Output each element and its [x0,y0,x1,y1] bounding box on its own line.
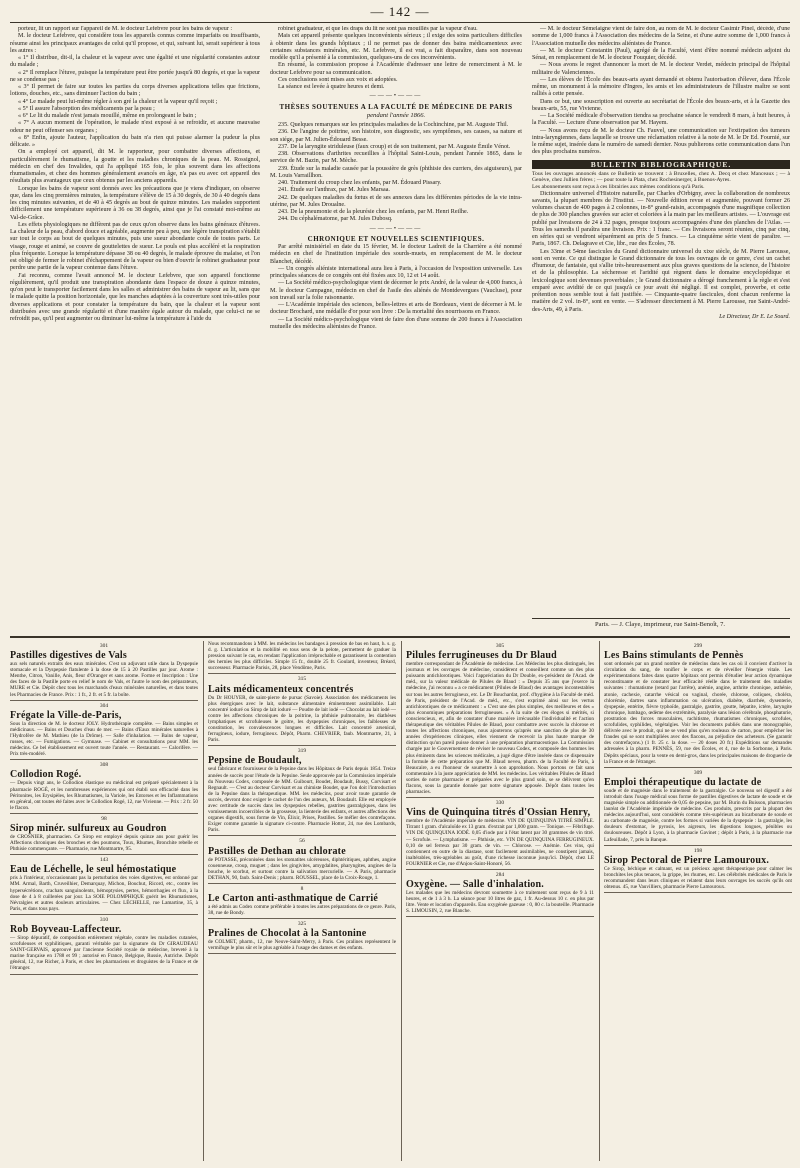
theses-list [270,122,522,224]
paragraph: — Un congrès aliéniste international aura lieu à Paris, à l'occasion de l'exposition universelle. Les principales séances de ce congrès ont été fixées aux 10, 12 et 14 août. [270,265,522,279]
paragraph: porteur, lit un rapport sur l'appareil de M. le docteur Lefebvre pour les bains de vapeur : [18,26,233,32]
theses-subtitle: pendant l'année 1866. [366,111,426,119]
paragraph: — Nous avons reçu de M. le docteur Ch. Fauvel, une communication sur l'extirpation des tumeurs intra-laryngiennes, dans laquelle se trouve une réclamation relative à la note de M. le Dr Ed. Fournié, sur le même sujet, insérée dans le numéro de samedi dernier. Nous publierons cette communication dans l'un des plus prochains numéros. [532,127,790,156]
ad-divider [10,914,198,915]
ad-title: Eau de Léchelle, le seul hémostatique [10,864,177,876]
ads-column-separator [401,641,402,1161]
paragraph: — La Société médico-psychologique vient de faire don d'une somme de 200 francs à l'Association mutuelle des médecins aliénistes de France. [270,316,522,330]
advertisement [208,893,396,916]
advertisement [10,710,198,758]
ad-number: 98 [101,815,107,822]
ad-divider [10,759,198,760]
ad-title: Emploi thérapeutique du lactate de [604,776,762,788]
advertisement [208,928,396,951]
paragraph: 239. Étude sur la maladie causée par la poussière de grès (phthisie des curriers, des aiguiseurs), par M. Louis Varraillhon. [270,165,522,179]
paragraph: Dictionnaire universel d'Histoire naturelle, par Charles d'Orbigny, avec la collaboration de nombreux savants, la plupart membres de l'Institut. — Nouvelle édition revue et augmentée, pouvant former 26 volumes chacun de 400 pages à 2 colonnes, in-8° grand-raisin, accompagnés d'une magnifique collection de plus de 300 planches gravées sur acier et coloriées à la main par les meilleurs artistes. — L'ouvrage est publié par livraisons de 24 à 32 pages, presque toujours accompagnées d'une des planches de l'Atlas. — Tous les samedis il paraîtra une livraison. Prix : 1 franc. — Ces livraisons seront réunies, cinq par cinq, en séries qui se vendront séparément au prix de 5 francs. — La cinquième série vient de paraître. — Paris, 1867. Ch. Delagrave et Cie, libr., rue des Écoles, 78. [532,190,790,248]
paragraph: 242. De quelques maladies du fœtus et de ses annexes dans les différentes périodes de la vie intra-utérine, par M. Jules Droualne. [270,194,522,208]
paragraph: « 3° Il permet de faire sur toutes les parties du corps diverses applications telles que frictions, lotions, douches, etc., sans diminuer l'action du bain ; [10,84,260,98]
paragraph: On a employé cet appareil, dit M. le rapporteur, pour combattre diverses affections, et particulièrement le rhumatisme, la goutte et les maladies chroniques de la peau. M. Rossignol, médecin en chef des Invalides, qui l'a appliqué 165 fois, le plus souvent dans les affections rhumatismales, et chez des hommes généralement avancés en âge, n'a pas eu avec cet appareil des résultats plus avantageux que ceux obtenus par les anciens appareils. [10,149,260,185]
paragraph: J'ai reconnu, comme l'avait annoncé M. le docteur Lefebvre, que son appareil fonctionne régulièrement, qu'il produit une transpiration abondante dans l'espace de douze à quinze minutes, qu'on peut le transporter facilement dans les salles et administrer des bains de vapeur au lit, sans que le malade quitte la position horizontale, que les manches adaptées à la couverture sont très-utiles pour diverses applications et pour constater la température du bain, que la chaleur et la vapeur sont distribuées avec une grande régularité et d'une manière égale autour du malade, que celui-ci ne se refroidit pas, qu'il peut augmenter ou diminuer lui-même la température à l'aide du [10,272,260,322]
ad-divider [208,918,396,919]
paragraph: Mais cet appareil présente quelques inconvénients sérieux ; il exige des soins particuliers difficiles à obtenir dans les grands hôpitaux ; il ne permet pas de donner des bains médicamenteux avec certaines substances minérales, etc. M. Lefebvre, il est vrai, a fait disparaître, dans son nouveau modèle qu'il a présenté à la commission, quelques-uns de ces inconvénients. [270,33,522,61]
advertisement [10,823,198,852]
paragraph: Les effets physiologiques ne diffèrent pas de ceux qu'on observe dans les bains généraux d'étuves. La chaleur de la peau, d'abord douce et agréable, augmente peu à peu, une légère transpiration s'établit sur tout le corps au bout de quelques minutes, puis une sueur abondante coule de toutes parts. Le visage, rouge et animé, se couvre de gouttelettes de sueur. Le pouls est plus accéléré et la respiration plus fréquente. Lorsque la température dépasse 38 ou 40 degrés, le malade éprouve du malaise, et l'on est obligé de fermer le robinet d'échappement de la vapeur ou bien d'ouvrir le robinet graduateur pour perdre une partie de la vapeur contenue dans l'étuve. [10,221,260,272]
ad-title: Sirop minér. sulfureux au Goudron [10,822,167,834]
ad-body: Sous la direction de M. le docteur JOLY. Hydrothérapie complète. — Bains simples et médicinaux. — Bains et Douches d'eau de mer. — Bains d'Eaux minérales naturelles à l'Hydrofère de M. Mathieu (de la Drôme). — Salle d'inhalation. — Bains de vapeur, russes, etc. — Fumigations. — Gymnase. — Cabinet et consultations pour MM. les médecins. Ce bel établissement est ouvert toute l'année. — Restaurant. — Calorifère. — Prix très-modéré. [10,720,198,758]
paragraph: « 6° Le lit du malade n'est jamais mouillé, même en prolongeant le bain ; [18,113,197,119]
ad-body: membre correspondant de l'Académie de médecine. Les Médecins les plus distingués, les journaux et les ouvrages de médecine, considèrent et conseillent comme un des plus puissants antichlorotiques. Voici l'appréciation du Dr Double, ex-président de l'Acad. de méd., sur la valeur médicale de Pilules de Blaud : « Depuis 35 ans que j'exerce la médecine, j'ai reconnu « a ce médicament (Pilules de Blaud) des avantages incontestables sur tous les autres ferrugineux, etc. Le Dr Bouchardat, prof. d'hygiène à la Faculté de méd. de Paris, président de l'Acad. de méd., etc., s'est exprimé ainsi sur les vertus antichlorotiques de ce médicament : « C'est une des plus simples, des meilleures et des « plus économiques préparations ferrugineuses. » A la suite de ces éloges si mérités, si consciencieux, et, afin de constater d'une manière irrécusable l'individualité et l'action thérapeutique des véritables Pilules de Blaud, pour combattre avec succès la chlorose et toutes les affections chroniques, nous ajouterons qu'après une sanction de plus de 30 années d'expériences cliniques, elles viennent de recevoir la plus haute marque de distinction qu'un pareil puisse donner à une préparation pharmaceutique. La Commission chargée par le Gouvernement de réviser le nouveau Codex, et composée des hommes les plus éminents dans les sciences médicales, a jugé digne d'être insérée dans ce dispensaire la formule de cette préparation que M. Blaud neveu, pharm. de la Faculté de Paris, à Beaucaire, a eu l'honneur de soumettre à son approbation. Nous portons ce fait sans commentaire à la juste appréciation de MM. les médecins. Les véritables Pilules de Blaud sorties de notre pharmacie et préparées avec le plus grand soin, se se délivrent qu'en flacons, sous la garantie donnée par notre signature apposée. Dépôt dans toutes les pharmacies. [406,661,594,796]
ad-body: Du Dr HOUYER, de saint-pierre de pursac (Savoie). Association des médicaments les plus énergiques avec le lait, substance alimentaire éminemment assimilable. Lait concentré ioduré ou Sirop de lait ioduré — Poudre de lait iodé — Chocolat au lait iodé — contre les affections chroniques de la poitrine, la phthisie pulmonaire, les diathèses lymphatiques et scrofuleuses le goitre, les dyspepsies chroniques, les faiblesses de constitution, les convalescences longues et difficiles. Lait concentré arsenical, ferrugineux, iodure, ferrugineux. Dépôt, Pharm. CHEVRIER, faub. Montmartre, 21, à Paris. [208,694,396,744]
ad-body: a été admis au Codex comme préférable à toutes les autres préparations de ce genre. Paris, 38, rue de Bondy. [208,904,396,917]
paragraph: La séance est levée à quatre heures et demi. [278,84,385,90]
article-column-2 [270,26,522,618]
ad-divider [406,869,594,870]
ad-number: 315 [297,676,307,683]
paragraph: Par arrêté ministériel en date du 15 février, M. le docteur Ladreit de la Charrière a été nommé médecin en chef de l'institution impériale des sourds-muets, en remplacement de M. le docteur Blanchet, décédé. [270,244,522,265]
ad-title: Rob Boyveau-Laffecteur. [10,924,122,935]
paragraph: 237. De la laryngite striduleuse (faux croup) et de son traitement, par M. Auguste Émile Vénot. [278,143,511,150]
paragraph: Les 33me et 54me fascicules du Grand dictionnaire universel du xixe siècle, de M. Pierre Larousse, sont en vente. Ce qui distingue le Grand dictionnaire de tous les ouvrages de ce genre, c'est un cachet d'humour, de fantaisie, qui s'allie très-heureusement aux plus graves questions de la science, de l'histoire et de la philosophie. La sécheresse et l'aridité qui règnent dans le domaine encyclopédique et lexicologique sont devenues proverbiales ; le Grand dictionnaire a dérogé franchement à la règle et s'est emparé avec avidité de ce qui jusqu'à ce jour avait été négligé. Il est complet, proverbe, et cette prétention nous semble tout à fait justifiée. — Cinquante-quatre fascicules, dont chacun renferme la matière de 2 vol. in-8°, sont en vente. — S'adresser directement à M. Pierre Larousse, rue Saint-André-des-Arts, 49, à Paris. [532,248,790,313]
advertisement [208,846,396,881]
advertisement [10,769,198,810]
ad-number: 8 [300,885,304,892]
ad-number: 284 [495,872,505,878]
ad-title: Pastilles digestives de Vals [10,650,127,662]
advertisement [604,855,792,890]
report-conclusion [270,26,522,91]
printer-imprint: Paris. — J. Claye, imprimeur, rue Saint-Benoît, 7. [595,621,725,628]
ad-body: soude et de magnésie dans le traitement de la gastralgie. Ce nouveau sel digestif a été introduit dans l'usage médical sous forme de pastilles digestives de lactate de soude et de magnésie simple ou additionnée de 0,05 de pepsine, par M. Burin du Buisson, pharmacien lauréat de l'Académie impériale de médecine. Ces produits, prescrits par la plupart des médecins aujourd'hui, sont considérés comme très-supérieurs au bicarbonate de soude et au carbonate de magnésie, contre les formes si variées de la dyspepsie : la gastralgie, les douleurs d'estomac, le pyrosis, les aigreurs, les digestions longues, pénibles ou douloureuses. Dépôt à Lyon, à la pharmacie Gavinet ; dépôt à Paris, à la pharmacie rue Lafeuillade, 7, près la Banque. [604,787,792,843]
paragraph: Dans ce but, une souscription est ouverte au secrétariat de l'École des beaux-arts, et à la Gazette des beaux-arts, 55, rue Vivienne. [532,98,790,112]
ads-top-rule [10,636,790,638]
ad-body: de COLMET, pharm., 12, rue Neuve-Saint-Merry, à Paris. Ces pralines représentent le vermifuge le plus sûr et le plus agréable à l'usage des dames et des enfants. [208,939,396,952]
ad-divider [604,767,792,768]
chronique-list [270,244,522,331]
ad-divider [604,892,792,893]
header-rule [10,22,790,23]
ad-title: Collodion Rogé. [10,769,82,781]
paragraph: « 5° Il assure l'absorption des médicaments par la peau ; [18,105,155,112]
paragraph: 241. Étude sur l'anthrax, par M. Jules Marsaa. [278,187,390,194]
ad-number: 319 [297,748,307,755]
paragraph: « 2° Il remplace l'étuve, puisque la température peut être portée jusqu'à 80 degrés, et que la vapeur ne se condense pas ; [10,69,260,83]
article-column-1 [10,26,260,618]
ads-column-separator [203,641,204,1161]
ad-title: Le Carton anti-asthmatique de Carrié [208,893,378,904]
ad-title: Oxygène. — Salle d'inhalation. [406,879,544,891]
ad-body: Les malades que les médecins devront soumettre à ce traitement sont reçus de 9 à 11 heures, et de 1 à 3 h. La séance pour 10 litres de gaz, 1 fr. Au-dessus 10 c. en plus par litre. Vente et location d'appareils. Eau oxygénée gazeuse : 0, 80 c. la bouteille. Pharmacie S. LIMOUSIN, 2, rue Blanche. [406,890,594,915]
ad-number: 325 [297,921,307,928]
advertisement [10,864,198,912]
page-number: — 142 — [370,4,430,19]
paragraph: 243. De la pneumonie et de la pleurésie chez les enfants, par M. Henri Reilhe. [278,209,469,215]
ad-title: Pastilles de Dethan au chlorate [208,845,346,857]
ad-divider [208,883,396,884]
ad-divider [10,700,198,701]
advertisement [208,684,396,744]
paragraph: — La Société médico-psychologique vient de décerner le prix André, de la valeur de 4,000 francs, à M. le docteur Campagne, médecin en chef de l'asile des aliénés de Montdevergues (Vaucluse), pour son travail sur la folie raisonnante. [270,280,522,301]
paragraph: — Les élèves de l'École des beaux-arts ayant demandé et obtenu l'autorisation d'élever, dans l'École même, un monument à la mémoire d'Ingres, les amis et les administrateurs de l'illustre maître se sont ralliés à cette pensée. [532,76,790,98]
ad-divider [208,745,396,746]
paragraph: Lorsque les bains de vapeur sont donnés avec les précautions que je viens d'indiquer, on observe que, dans les cinq premières minutes, la température s'élève de 15 à 30 degrés, de 30 à 40 degrés dans les cinq minutes suivantes, et de 40 à 45 degrés au bout de quinze minutes. Les malades supportent difficilement une température supérieure à 36 ou 38 degrés, ainsi que je l'ai constaté moi-même au Val-de-Grâce. [10,185,260,221]
ads-column-2 [208,641,396,1161]
paragraph: robinet graduateur, et que les draps du lit ne sont pas mouillés par la vapeur d'eau. [278,26,478,32]
paragraph: Ces conclusions sont mises aux voix et adoptées. [278,76,398,83]
ad-number: 143 [99,857,109,864]
ad-body: sont ordonnés par un grand nombre de médecins dans les cas où il convient d'activer la circulation du sang, de tonifier le corps et de réveiller l'énergie vitale. Les expérimentations faites dans quatre hôpitaux ont permis d'étudier leur action dynamique reconstituante et de constater leur efficacité réelle dans le traitement des maladies suivantes : rhumatisme (retard par l'arrête), anémie, angine, arthrite chronique, asthénie, atonie, cachexie, catarrhe vésical ou vaginal, chorée, chlorose, coliques, choléra, chlorémie, dartres sans inflammation ou ulcération, diabète, diarrhée, dysenterie, dyspepsie, entérite, fièvre typhoïde, gastralgie, gastrite, goutte, hépatite, ictère, laryngite chronique, lumbago, œdème des extrémités, paralysie sans lésion cérébrale, phosphaturie, prostration des forces musculaires, rachitisme, rhumatismes chroniques, scrofules, scrofulides, syphilides, végétalgies. Voir les documents publiés dans une monographie, délivrée avec le produit, qui ne se vend plus qu'en rouleaux de carton, pour empêcher les fraudes qui se sont multipliées avec des flacons, au préjudice des acheteurs. (Se garantir des contrefaçons.) (1 fr. 25 c. la dose. — 20 doses 20 fr.) Expéditions sur demandes adressées à la pharm. PENNÈS, 59, rue des Écoles, et 4, rue de la Sorbonne, à Paris. Dépôts spéciaux, pour la vente en demi-gros, dans les principales maisons de droguerie de la France et de l'étranger. [604,661,792,765]
ad-divider [406,797,594,798]
paragraph: 235. Quelques remarques sur les principales maladies de la Cochinchine, par M. Auguste Thil. [278,122,509,128]
news-list [532,26,790,157]
advertisement [10,924,198,972]
ad-body: membre de l'Académie impériale de médecine. VIN DE QUINQUINA TITRÉ SIMPLE. Titrant 1 gram. d'alcaloïde ex 13 gram. d'extrait par 1,000 gram. — Tonique. — Fébrifuge. VIN DE QUINQUINA IODÉ. 0,05 d'iode par à l'état latent par 30 grammes de vin titré. — Scrofule. — Lymphatisme. — Phthisie, etc. VIN DE QUINQUINA FERRUGINEUX. 0,10 de sel ferreux par 30 gram. de vin. — Chlorose. — Anémie. Ces vins, qui contiennent en outre de la diastase, sont facilement assimilables, ne constipent jamais, inaltérables, très-agréables au goût, d'une richesse inconnue jusqu'ici. Dépôt, chez LE FOURNIER et Cie, rue d'Anjou-Saint-Honoré, 56. [406,818,594,867]
advertisement [406,879,594,914]
paragraph: 244. Du céphalématome, par M. Jules Dubosq. [278,216,393,223]
ad-body: — Sirop dépuratif, de composition entièrement végétale, contre les maladies cutanées, scrofuleuses et syphilitiques, garanti véritable par la signature du Dr GIRAUDEAU SAINT-GERVAIS, approuvé par l'ancienne Société royale de médecine, breveté à la marine française en 1788 et 99 ; autorisé en France, Belgique, Russie, Autriche. Dépôt général, 12, rue Richer, à Paris, et chez les pharmaciens et droguistes de la France et de l'étranger. [10,935,198,972]
director-signature: Le Directeur, Dr E. Le Sourd. [719,313,790,320]
ad-body: Nous recommandons à MM. les médecins les bandages à pression de bas en haut, h. s. g. d. g. L'articulation et la mobilité en tous sens de la pelote, permettent de graduer la pression suivant le cas, en rendant l'application irréprochable et garantissent la contention des hernies les plus difficiles. Simple 15 fr., double 25 fr. Goulard, inventeur, Bréard, successeur. Pharmacie Parisis, 28, place Vendôme, Paris. [208,641,396,672]
advertisement [208,641,396,671]
paragraph: — La Société médicale d'observation tiendra sa prochaine séance le vendredi 8 mars, à huit heures, à la Faculté. — Lecture d'une observation par M. Hayem. [532,113,790,127]
paragraph: « 7° A aucun moment de l'opération, le malade n'est exposé à se refroidir, et aucune mauvaise odeur ne peut offenser ses organes ; [10,120,260,134]
ad-number: 308 [99,762,109,769]
paragraph: En résumé, la commission propose à l'Académie d'adresser une lettre de remerciment à M. le docteur Lefebvre pour sa communication. [270,62,522,76]
ads-column-3 [406,641,594,1161]
ad-number: 330 [495,800,505,807]
advertisement [406,807,594,867]
ad-number: 56 [299,838,305,845]
theses-title: THÈSES SOUTENUES A LA FACULTÉ DE MÉDECINE DE PARIS [279,102,513,111]
ad-title: Laits médicamenteux concentrés [208,683,354,695]
chronique-title: CHRONIQUE ET NOUVELLES SCIENTIFIQUES. [307,234,485,243]
paragraph: — L'Académie impériale des sciences, belles-lettres et arts de Bordeaux, vient de décerner à M. le docteur Brochard, une médaille d'or pour son livre : De la mortalité des nourrissons en France. [270,302,522,316]
ad-number: 198 [693,847,703,854]
ad-title: Les Bains stimulants de Pennès [604,650,744,662]
bulletin-title: BULLETIN BIBLIOGRAPHIQUE. [532,160,790,169]
ad-divider [208,953,396,954]
paragraph: « 4° Le malade peut lui-même régler à son gré la chaleur et la vapeur qu'il reçoit ; [18,98,218,105]
bulletin-list [532,191,790,314]
ad-divider [406,916,594,917]
ad-body: pris à l'intérieur, n'occasionnant pas la perturbation des voies digestives, est ordonné par MM. Armal, Barth, Cruveilhier, Demarquay, Michon, Bouchut, Ricord, etc., contre les hypersécrétions, crachats sanguinolents, hémoptysies, pertes, hémorrhagies et flux, à la dose de 4 à 8 cuillerées par jour. La SOIE POLOMPHIQUE guérit les Rhumatismes, Névralgies et autres douleurs articulaires. — Chez LÉCHELLE, rue Lamartine, 35, à Paris, et dans tous pays. [10,875,198,912]
ad-divider [10,974,198,975]
ad-number: 301 [99,643,109,649]
ad-body: Ce Sirop, béchique et calmant, est un précieux agent thérapeutique pour calmer les bronchites les plus tenaces, la grippe, les rhumes, etc. Les célébrités médicales de Paris le recommandent dans leurs cliniques et relatent dans leurs ouvrages les succès qu'ils ont obtenus. 45, rue Vauvilliers, pharmacie Pierre Lamouroux. [604,865,792,890]
ad-divider [10,854,198,855]
ad-title: Frégate la Ville-de-Paris, [10,709,122,721]
paragraph: — Nous avons le regret d'annoncer la mort de M. le docteur Verdet, médecin principal de l'hôpital militaire de Valenciennes. [532,62,790,76]
paragraph: 238. Observations d'arthrites recueillies à l'hôpital Saint-Louis, pendant l'année 1865, dans le service de M. Bazin, par M. Mèche. [270,151,522,165]
article-column-3 [532,26,790,618]
ad-divider [208,673,396,674]
ad-body: aux sels naturels extraits des eaux minérales. C'est un adjuvant utile dans la Dyspepsie stomacale et la Dyspepsie flatulente à la dose de 15 à 20 Pastilles par jour. Arome : Menthe, Citron, Vanille, Anis, fleur d'Oranger et sans arome. Forme et Inscription : Une des faces de la Pastille porte en relief le nom de Vals, et l'autre le nom des préparateurs, MURE et Cie. Dépôt chez tous les marchands d'eaux minérales naturelles, et dans toutes les Pharmacies de France. Prix : 1 fr., 2 fr. et 5 fr. la boîte. [10,661,198,698]
ad-divider [10,813,198,814]
ad-title: Vins de Quinquina titrés d'Ossian Henry, [406,807,591,819]
paragraph: — M. le docteur Constantin (Paul), agrégé de la Faculté, vient d'être nommé médecin adjoint du Sénat, en remplacement de M. le docteur Fouquier, décédé. [532,47,790,61]
ad-title: Pepsine de Boudault, [208,755,302,767]
section-separator: ———•——— [369,93,423,100]
ads-column-1 [10,641,198,1161]
section-separator: ———•——— [369,225,423,232]
paragraph: M. le docteur Lefebvre, qui considère tous les appareils connus comme imparfaits ou insuffisants, résume ainsi les principaux avantages de celui qu'il propose, et qui, suivant lui, serait supérieur à tous les autres : [10,33,260,54]
ad-body: de POTASSE, préconisées dans les stomatites ulcéreuses, diphtéritiques, aphthes, angine couenneuse, croup, muguet ; dans les gingivites, amygdalites, pharyngites, angines de la bouche, le scorbut, et surtout contre la salivation mercurielle. — A Paris, pharmacie DETHAN, 90, faub. Saint-Denis ; pharm. ROUSSEL, place de la Croix-Rouge, 1. [208,856,396,881]
ad-divider [604,845,792,846]
ad-divider [208,835,396,836]
ad-body: de CROSNIER, pharmacien. Ce Sirop est employé depuis quinze ans pour guérir les Affections chroniques des bronches et des poumons, Toux, Rhumes, Bronchite rebelle et Phthisie commençante. — Pharmacie, rue Montmartre, 95. [10,833,198,853]
advertisement [604,777,792,843]
ad-title: Pralines de Chocolat à la Santonine [208,928,367,940]
bulletin-intro: Tous les ouvrages annoncés dans ce Bulletin se trouvent : à Bruxelles, chez A. Decq et chez Manceaux ; — à Genève, chez Jullien frères ; — pour toute la Plata, chez Rochesinerger, à Buenos-Ayres. Les abonnements sont reçus à ces librairies aux mêmes conditions qu'à Paris. [532,170,790,190]
paragraph: « 1° Il distribue, dit-il, la chaleur et la vapeur avec une égalité et une régularité constantes autour du malade ; [10,55,260,69]
imprint-rule [532,618,790,619]
advertisement [604,650,792,765]
ad-number: 309 [693,769,703,776]
ad-body: seul fabricant et fournisseur de la Pepsine dans les Hôpitaux de Paris depuis 1854. Treize années de succès pour l'étude de la Pepsine. Seule approuvée par la Commission impériale du Nouveau Codex, composée de MM. Guibourt, Boudet, Boudault, Bussy, Corvisart et Regnault. — C'est au docteur Corvisart et au chimiste Boudet, que l'on doit l'introduction de la Pepsine dans la thérapeutique. MM. les médecins, pour avoir toute garantie de succès, devront donc exiger le cachet de l'un des auteurs, M. Boudault. Elle est employée avec certitude de succès dans les dyspepsies rebelles, gastrites gastralgiques, dans les vomissements incoercibles de la grossesse, la lienterie des enfants, et autres affections des organes digestifs, sous forme de Vin, Élixir, Prises, Pastilles. Se méfier des contrefaçons. Exiger comme garantie la signature ci-contre. Pharmacie Hottot, 24, rue des Lombards, Paris. [208,766,396,834]
ads-column-4 [604,641,792,1161]
advertisement [406,650,594,795]
paragraph: — M. le docteur Sémelaigne vient de faire don, au nom de M. le docteur Casimir Pinel, décédé, d'une somme de 1,000 francs à l'Association des médecins de la Seine, et d'une autre somme de 1,000 francs à l'Association mutuelle des médecins aliénistes de France. [532,26,790,47]
ad-number: 305 [495,643,505,649]
paragraph: « 8° Enfin, ajoute l'auteur, l'application du bain n'a rien qui puisse alarmer la pudeur la plus délicate. » [10,134,260,148]
ad-title: Sirop Pectoral de Pierre Lamouroux. [604,854,770,866]
paragraph: 240. Traitement du croup chez les enfants, par M. Édouard Pissary. [278,180,442,186]
ad-number: 304 [99,702,109,709]
advertisement [10,650,198,698]
paragraph: 236. De l'angine de poitrine, son histoire, son diagnostic, ses symptômes, ses causes, sa nature et son siége, par M. Julien-Édouard Besse. [270,129,522,143]
advertisement [208,755,396,833]
ad-number: 310 [99,916,109,923]
ads-column-separator [599,641,600,1161]
ad-number: 299 [693,643,703,649]
ad-title: Pilules ferrugineuses du Dr Blaud [406,650,557,662]
ad-body: — Depuis vingt ans, le Collodion élastique ou médicinal est préparé spécialement à la pharmacie ROGÉ, et les nombreuses expériences qui ont établi son efficacité dans les Péritonites, les Erysipèles, les Rhumatismes, la Variole, les Entorses et les Inflammations en général, ont toutes été faites avec le Collodion Rogé, 12, rue Vivienne. — Prix : 2 fr. 50 le flacon. [10,780,198,811]
